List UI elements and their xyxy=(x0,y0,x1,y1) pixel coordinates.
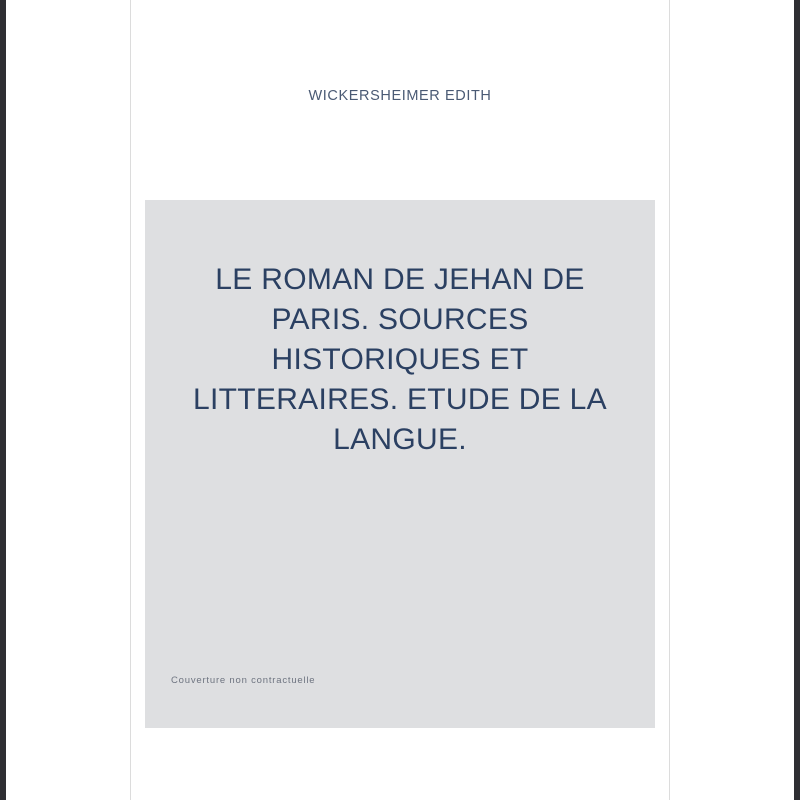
book-author: WICKERSHEIMER EDITH xyxy=(308,88,492,104)
book-cover xyxy=(130,0,670,800)
page-edge-right xyxy=(794,0,800,800)
book-title: LE ROMAN DE JEHAN DE PARIS. SOURCES HISTORIQUES ET LITTERAIRES. ETUDE DE LA LANGUE. xyxy=(193,263,607,456)
page-edge-left xyxy=(0,0,6,800)
title-panel xyxy=(145,200,655,728)
cover-disclaimer: Couverture non contractuelle xyxy=(171,675,316,686)
